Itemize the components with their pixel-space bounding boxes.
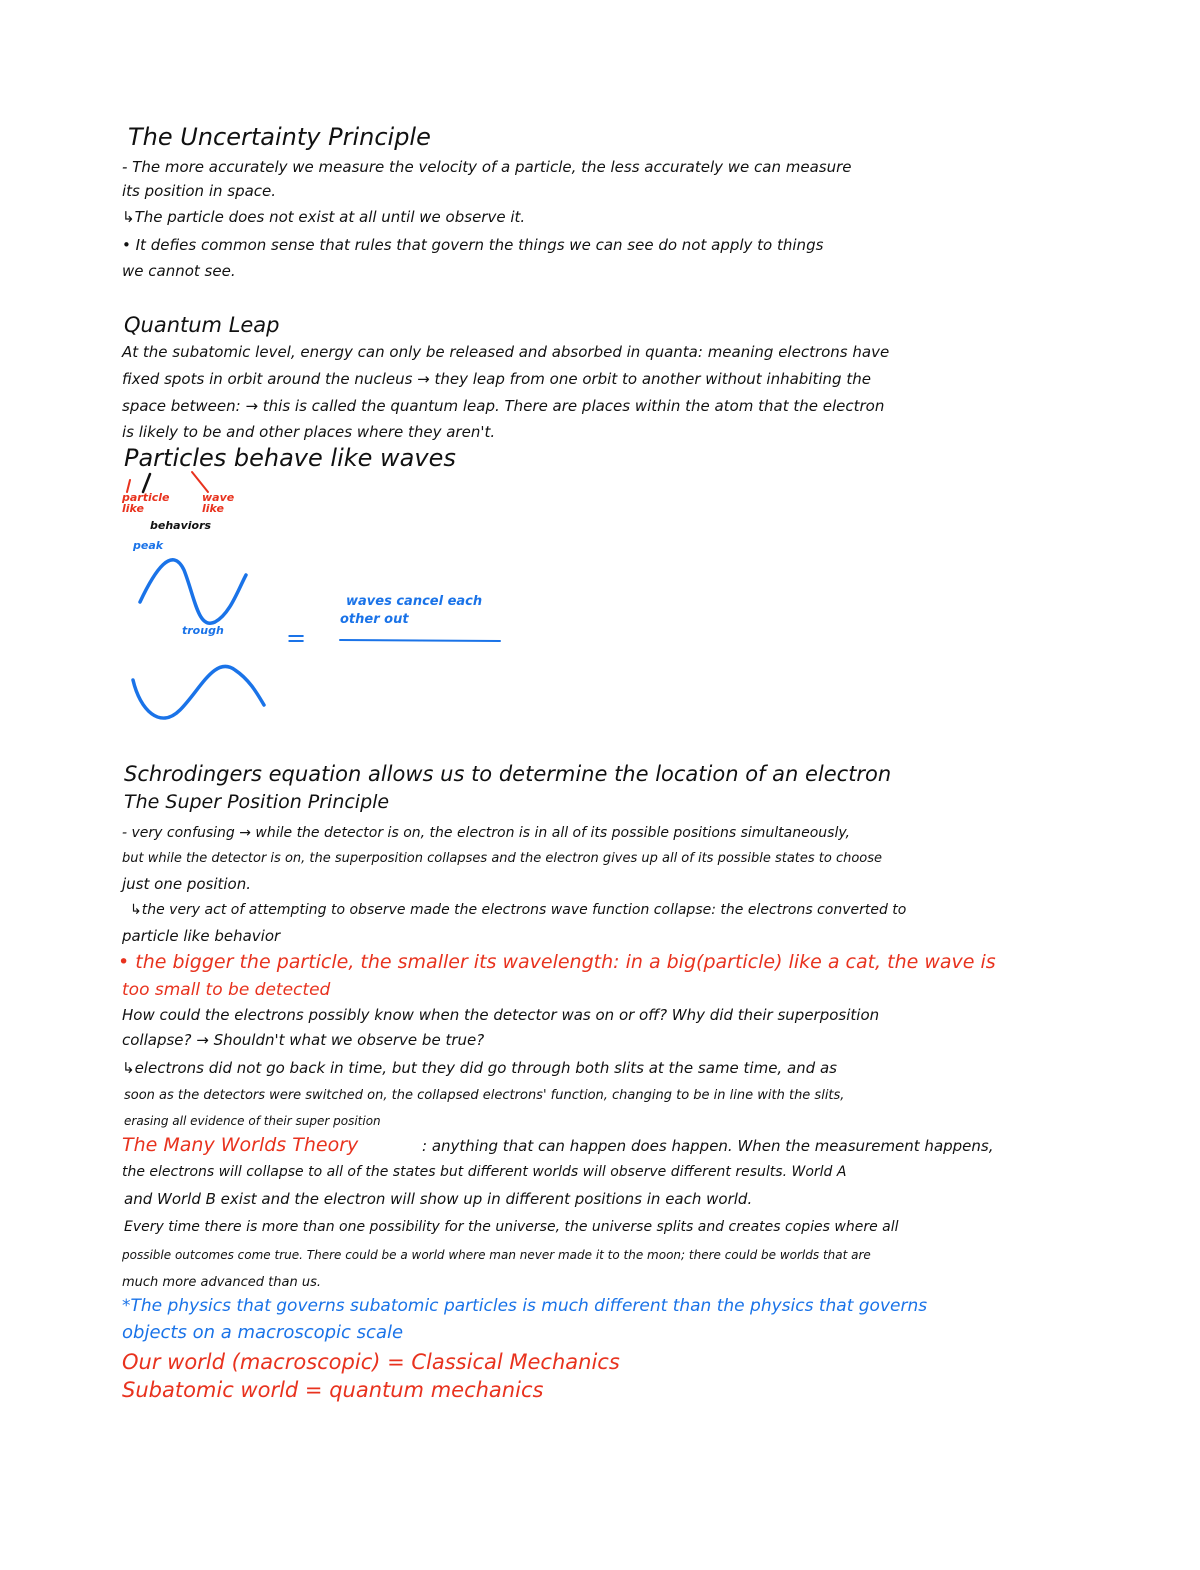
many-worlds-line-5: possible outcomes come true. There could be a world where man never made it to the moon; there could be worlds that are (122, 1248, 871, 1262)
uncertainty-line-1: - The more accurately we measure the velocity of a particle, the less accurately we can measure (122, 158, 852, 176)
peak-label: peak (133, 539, 164, 552)
top-wave (140, 560, 246, 623)
question-line-2: collapse? → Shouldn't what we observe be true? (122, 1031, 485, 1049)
wavelength-note-line-1: • the bigger the particle, the smaller its wavelength: in a big(particle) like a cat, the wave is (118, 951, 996, 973)
equals-sign: = (286, 624, 307, 652)
superposition-title: The Super Position Principle (124, 791, 390, 813)
many-worlds-line-6: much more advanced than us. (122, 1275, 321, 1290)
pointer-stroke (143, 474, 150, 492)
waves-cancel-line-1: waves cancel each (346, 594, 483, 609)
cancel-line (340, 640, 500, 641)
quantum-leap-line-2: fixed spots in orbit around the nucleus → they leap from one orbit to another without inhabiting the (122, 370, 871, 388)
trough-label: trough (182, 624, 224, 637)
answer-line-2: soon as the detectors were switched on, the collapsed electrons' function, changing to be in line with the slits, (124, 1088, 845, 1103)
superposition-line-3: just one position. (122, 875, 252, 893)
wave-like-pointer (192, 472, 208, 492)
superposition-line-4: ↳the very act of attempting to observe made the electrons wave function collapse: the electrons converted to (130, 902, 907, 918)
superposition-line-1: - very confusing → while the detector is on, the electron is in all of its possible positions simultaneously, (122, 825, 850, 841)
waves-title: Particles behave like waves (124, 444, 456, 472)
many-worlds-line-1: : anything that can happen does happen. When the measurement happens, (422, 1137, 994, 1155)
behaviors-label: behaviors (150, 519, 212, 532)
quantum-leap-line-3: space between: → this is called the quantum leap. There are places within the atom that the electron (122, 397, 885, 415)
quantum-leap-line-1: At the subatomic level, energy can only be released and absorbed in quanta: meaning electrons have (122, 343, 890, 361)
many-worlds-title: The Many Worlds Theory (122, 1134, 359, 1156)
many-worlds-line-4: Every time there is more than one possibility for the universe, the universe splits and creates copies where all (124, 1219, 899, 1235)
quantum-leap-title: Quantum Leap (124, 313, 280, 337)
uncertainty-line-4: • It defies common sense that rules that govern the things we can see do not apply to things (122, 236, 824, 254)
answer-line-3: erasing all evidence of their super position (124, 1114, 381, 1128)
uncertainty-line-3: ↳The particle does not exist at all until we observe it. (122, 208, 526, 226)
wave-like-label: wave like (202, 491, 235, 515)
wavelength-note-line-2: too small to be detected (122, 980, 331, 1000)
physics-note-line-1: *The physics that governs subatomic particles is much different than the physics that governs (122, 1296, 928, 1316)
question-line-1: How could the electrons possibly know when the detector was on or off? Why did their superposition (122, 1006, 880, 1024)
waves-cancel-line-2: other out (340, 612, 409, 627)
physics-note-line-2: objects on a macroscopic scale (122, 1322, 404, 1343)
uncertainty-line-5: we cannot see. (122, 262, 236, 280)
schrodinger-title: Schrodingers equation allows us to determine the location of an electron (124, 762, 892, 786)
bottom-wave (133, 666, 264, 718)
many-worlds-line-3: and World B exist and the electron will show up in different positions in each world. (124, 1190, 753, 1208)
quantum-leap-line-4: is likely to be and other places where they aren't. (122, 423, 496, 441)
particle-like-label: particle like (122, 491, 170, 515)
classical-mechanics-line: Our world (macroscopic) = Classical Mechanics (122, 1350, 620, 1374)
quantum-mechanics-line: Subatomic world = quantum mechanics (122, 1378, 544, 1402)
many-worlds-line-2: the electrons will collapse to all of the states but different worlds will observe different results. World A (122, 1164, 847, 1180)
uncertainty-title: The Uncertainty Principle (128, 123, 431, 151)
answer-line-1: ↳electrons did not go back in time, but they did go through both slits at the same time, and as (122, 1059, 837, 1077)
uncertainty-line-2: its position in space. (122, 182, 277, 200)
superposition-line-2: but while the detector is on, the superposition collapses and the electron gives up all of its possible states to choose (122, 851, 883, 866)
superposition-line-5: particle like behavior (122, 927, 281, 945)
